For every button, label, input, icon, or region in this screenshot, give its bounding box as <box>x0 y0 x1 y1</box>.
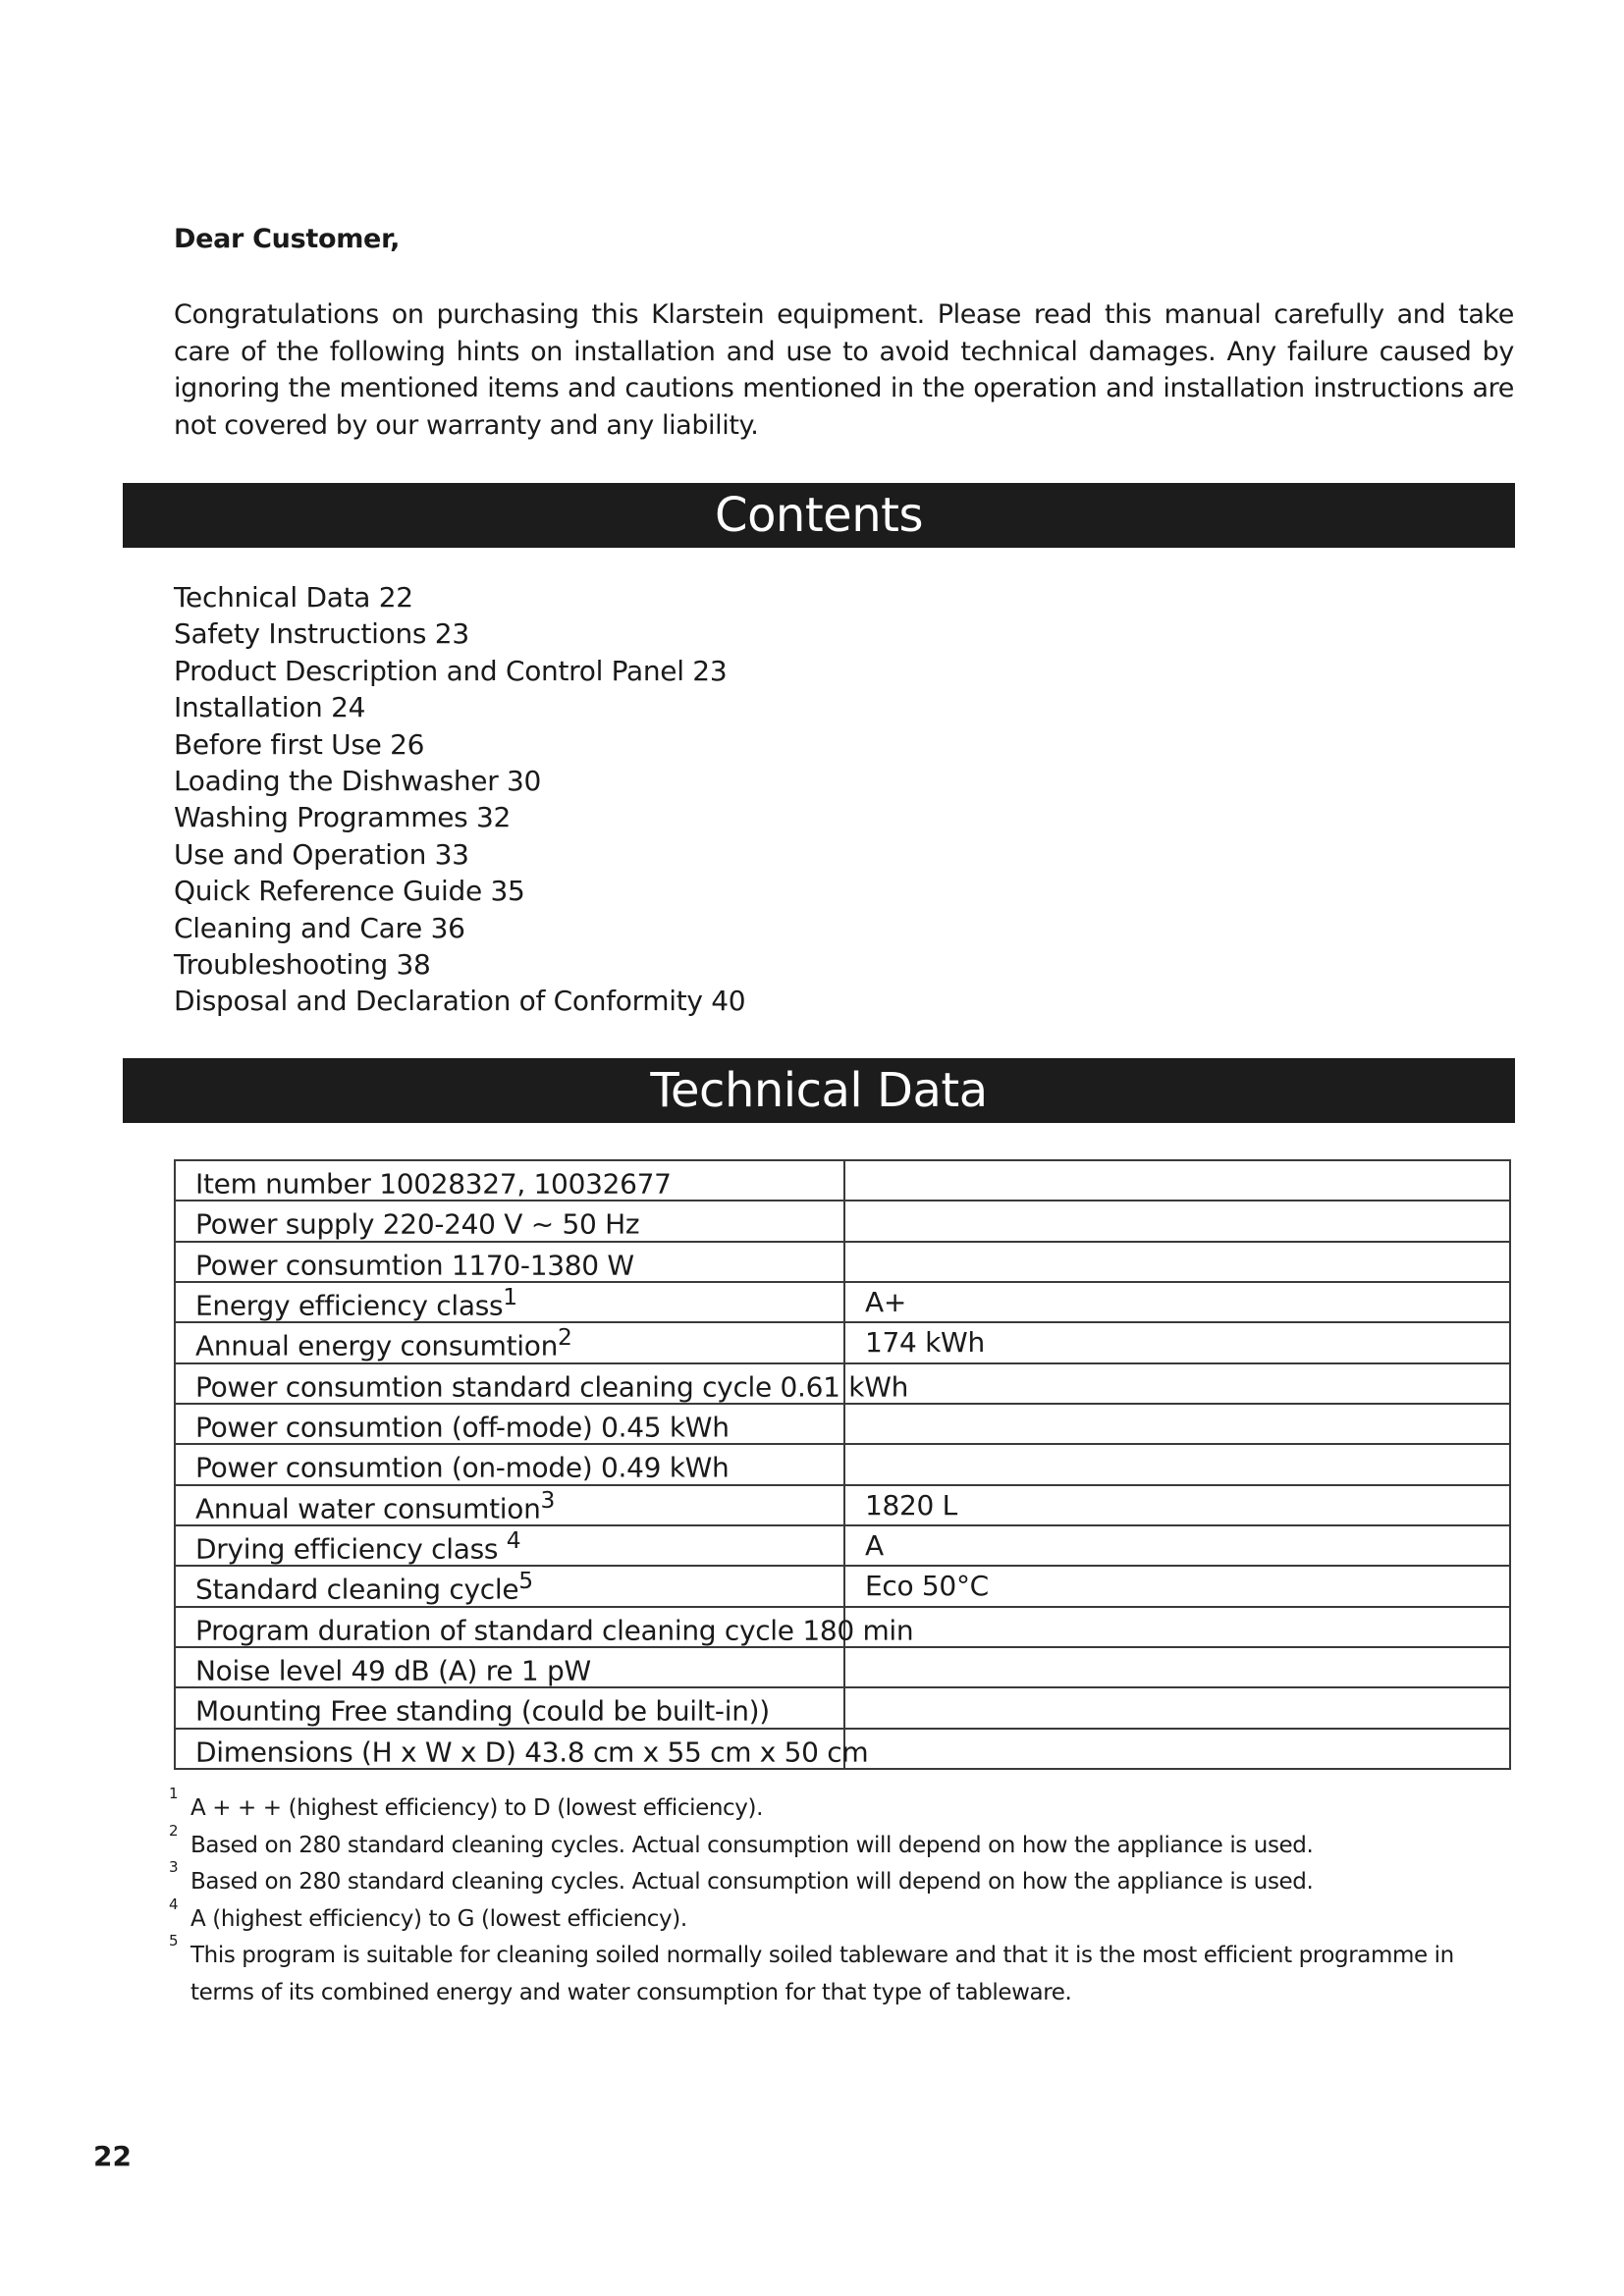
table-row <box>175 1404 1510 1444</box>
technical-data-table <box>174 1159 1511 1770</box>
toc-item: Disposal and Declaration of Conformity 40 <box>174 985 746 1018</box>
spec-value <box>844 1242 1510 1282</box>
spec-value: A+ <box>844 1282 1510 1322</box>
spec-label: Standard cleaning cycle$^5$ <box>175 1566 844 1606</box>
spec-value <box>844 1201 1510 1241</box>
spec-label: Power consumtion (off-mode) 0.45 kWh <box>175 1404 844 1444</box>
spec-label: Annual energy consumtion$^2$ <box>175 1322 844 1362</box>
spec-label: Energy efficiency class$^1$ <box>175 1282 844 1322</box>
table-row <box>175 1525 1510 1566</box>
spec-label: Drying efficiency class $^4$ <box>175 1525 844 1566</box>
table-row <box>175 1687 1510 1728</box>
spec-value: A <box>844 1525 1510 1566</box>
toc-item: Troubleshooting 38 <box>174 948 431 982</box>
table-row <box>175 1444 1510 1484</box>
spec-value <box>844 1607 1510 1647</box>
footnote-marker: 4 <box>169 1895 179 1913</box>
table-row <box>175 1729 1510 1769</box>
spec-label: Mounting Free standing (could be built-in)) <box>175 1687 844 1728</box>
footnote-text: Based on 280 standard cleaning cycles. Actual consumption will depend on how the appliance is used. <box>190 1832 1314 1858</box>
table-row <box>175 1242 1510 1282</box>
toc-item: Installation 24 <box>174 691 366 724</box>
toc-item: Quick Reference Guide 35 <box>174 875 525 908</box>
spec-label: Annual water consumtion$^3$ <box>175 1485 844 1525</box>
footnote-text: This program is suitable for cleaning soiled normally soiled tableware and that it is the most efficient programme in terms of its combined energy and water consumption for that type of tableware. <box>190 1943 1454 2005</box>
technical-data-heading: Technical Data <box>650 1063 988 1118</box>
toc-item: Safety Instructions 23 <box>174 617 469 651</box>
table-row <box>175 1607 1510 1647</box>
toc-item: Product Description and Control Panel 23 <box>174 654 728 687</box>
spec-value: 1820 L <box>844 1485 1510 1525</box>
spec-value <box>844 1160 1510 1201</box>
footnote-text: Based on 280 standard cleaning cycles. Actual consumption will depend on how the appliance is used. <box>190 1869 1314 1895</box>
spec-value: 174 kWh <box>844 1322 1510 1362</box>
greeting: Dear Customer, <box>174 224 401 254</box>
footnote <box>169 1895 1519 1939</box>
spec-value <box>844 1647 1510 1687</box>
footnote <box>169 1932 1519 2011</box>
footnote-marker: 2 <box>169 1821 179 1840</box>
footnote-marker: 1 <box>169 1785 179 1802</box>
toc-item: Cleaning and Care 36 <box>174 911 465 944</box>
footnote <box>169 1858 1519 1901</box>
spec-label: Power consumtion (on-mode) 0.49 kWh <box>175 1444 844 1484</box>
table-row <box>175 1282 1510 1322</box>
toc-item: Before first Use 26 <box>174 727 425 761</box>
footnote-marker: 5 <box>169 1932 179 1949</box>
footnote <box>169 1785 1519 1828</box>
toc-item: Loading the Dishwasher 30 <box>174 765 542 798</box>
table-row <box>175 1647 1510 1687</box>
spec-label: Program duration of standard cleaning cycle 180 min <box>175 1607 844 1647</box>
spec-label: Power consumtion 1170-1380 W <box>175 1242 844 1282</box>
contents-list <box>174 579 745 1020</box>
spec-value: Eco 50°C <box>844 1566 1510 1606</box>
spec-value <box>844 1404 1510 1444</box>
footnotes <box>169 1785 1519 2011</box>
contents-heading: Contents <box>715 488 923 543</box>
page-number: 22 <box>93 2140 132 2172</box>
intro-paragraph: Congratulations on purchasing this Klarstein equipment. Please read this manual carefully and take care of the following hints on installation and use to avoid technical damages. Any failure caused by ignoring the mentioned items and cautions mentioned in the operation and installation instructions are not covered by our warranty and any liability. <box>174 299 1514 441</box>
spec-value <box>844 1444 1510 1484</box>
spec-value <box>844 1729 1510 1769</box>
table-row <box>175 1485 1510 1525</box>
contents-heading-band <box>123 483 1515 548</box>
footnote-text: A (highest efficiency) to G (lowest efficiency). <box>190 1905 687 1932</box>
spec-label: Power supply 220-240 V ~ 50 Hz <box>175 1201 844 1241</box>
spec-label: Noise level 49 dB (A) re 1 pW <box>175 1647 844 1687</box>
spec-label: Power consumtion standard cleaning cycle 0.61 kWh <box>175 1363 844 1404</box>
spec-value <box>844 1687 1510 1728</box>
technical-data-heading-band <box>123 1058 1515 1123</box>
table-row <box>175 1160 1510 1201</box>
spec-label: Item number 10028327, 10032677 <box>175 1160 844 1201</box>
footnote-text: A + + + (highest efficiency) to D (lowest efficiency). <box>190 1795 763 1821</box>
spec-label: Dimensions (H x W x D) 43.8 cm x 55 cm x 50 cm <box>175 1729 844 1769</box>
spec-value <box>844 1363 1510 1404</box>
footnote <box>169 1821 1519 1865</box>
toc-item: Use and Operation 33 <box>174 837 469 871</box>
table-row <box>175 1363 1510 1404</box>
toc-item: Washing Programmes 32 <box>174 801 512 834</box>
footnote-marker: 3 <box>169 1858 179 1876</box>
toc-item: Technical Data 22 <box>174 581 413 614</box>
table-row <box>175 1201 1510 1241</box>
table-row <box>175 1566 1510 1606</box>
table-row <box>175 1322 1510 1362</box>
